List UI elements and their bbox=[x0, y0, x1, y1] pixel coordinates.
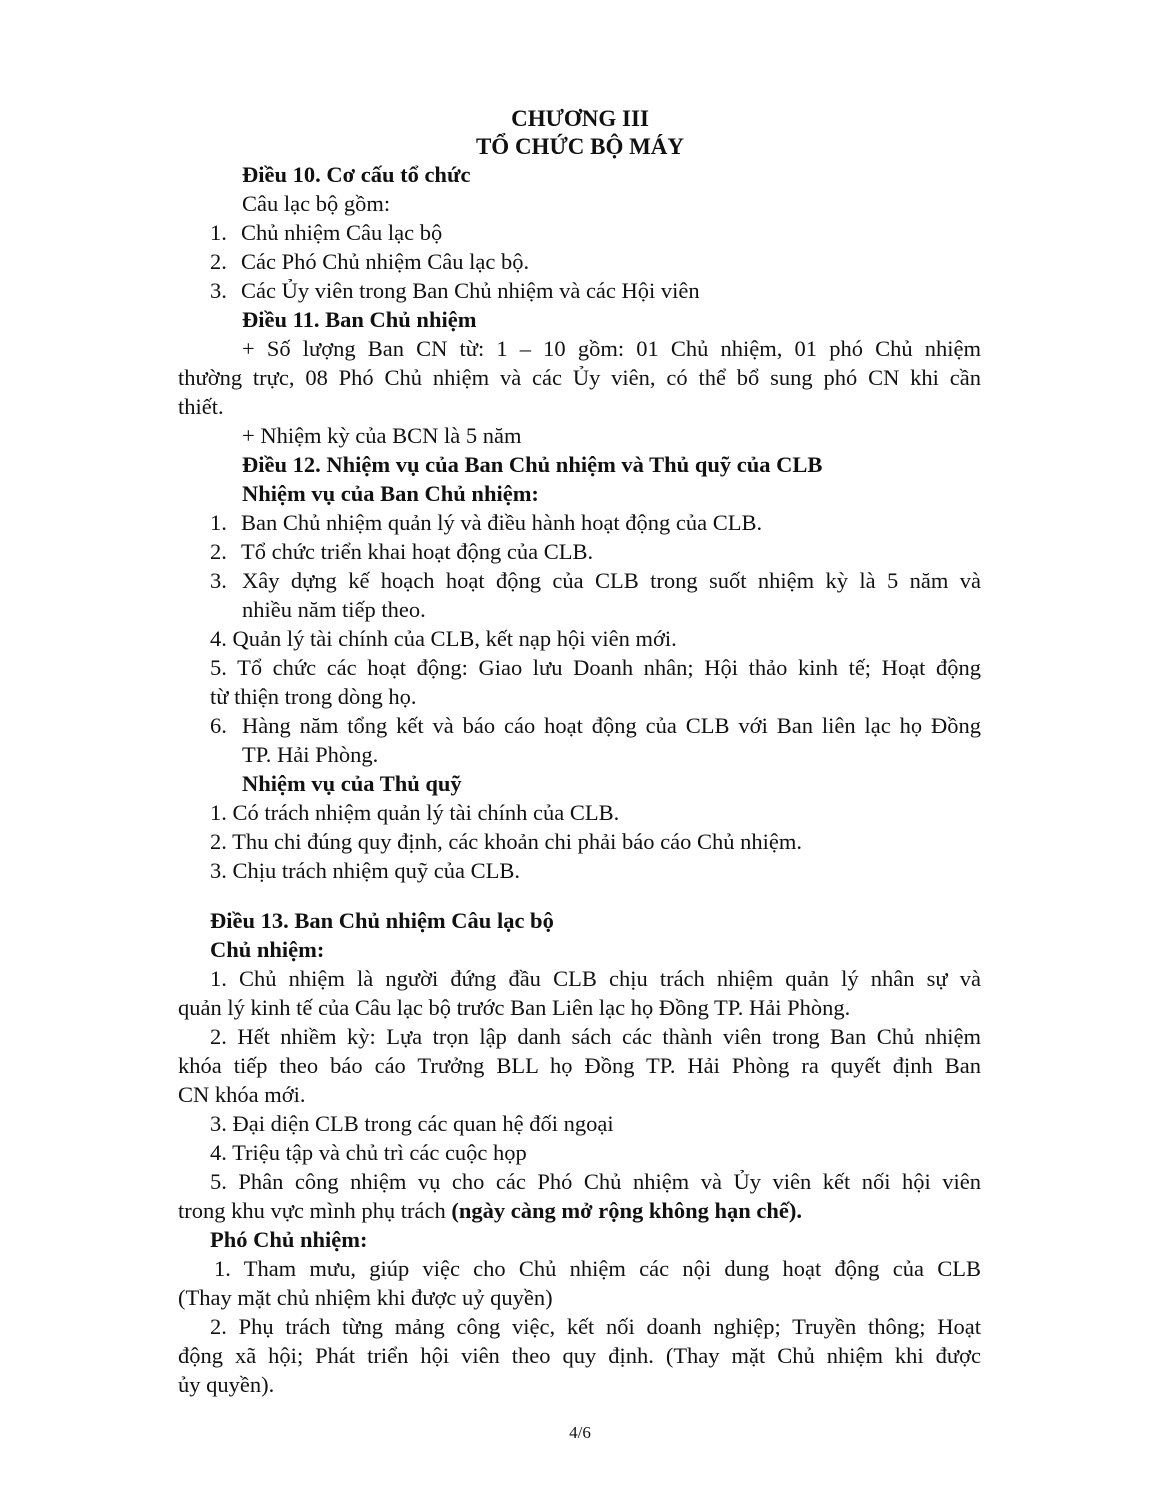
list-item: 1. Có trách nhiệm quản lý tài chính của CLB. bbox=[210, 800, 620, 825]
paragraph-line: 1. Tham mưu, giúp việc cho Chủ nhiệm các nội dung hoạt động của CLB bbox=[214, 1256, 981, 1281]
paragraph-line: 5. Phân công nhiệm vụ cho các Phó Chủ nhiệm và Ủy viên kết nối hội viên bbox=[210, 1169, 981, 1194]
paragraph-line: 4. Triệu tập và chủ trì các cuộc họp bbox=[210, 1140, 527, 1165]
paragraph-line: CN khóa mới. bbox=[178, 1082, 306, 1107]
list-item-line: Hàng năm tổng kết và báo cáo hoạt động của CLB với Ban liên lạc họ Đồng bbox=[242, 713, 981, 738]
paragraph-line: quản lý kinh tế của Câu lạc bộ trước Ban Liên lạc họ Đồng TP. Hải Phòng. bbox=[178, 995, 851, 1020]
list-item: 5. Tổ chức các hoạt động: Giao lưu Doanh nhân; Hội thảo kinh tế; Hoạt động bbox=[210, 655, 982, 680]
list-item-line: Xây dựng kế hoạch hoạt động của CLB trong suốt nhiệm kỳ là 5 năm và bbox=[242, 568, 981, 593]
chapter-number: CHƯƠNG III bbox=[511, 106, 649, 131]
list-item: 3. Các Ủy viên trong Ban Chủ nhiệm và các Hội viên bbox=[210, 278, 700, 303]
list-item: 3. Chịu trách nhiệm quỹ của CLB. bbox=[210, 858, 520, 883]
list-item-number: 3. bbox=[210, 568, 227, 593]
list-item-line: TP. Hải Phòng. bbox=[242, 742, 379, 767]
list-item: 4. Quản lý tài chính của CLB, kết nạp hội viên mới. bbox=[210, 626, 677, 651]
list-item: 1. Ban Chủ nhiệm quản lý và điều hành hoạt động của CLB. bbox=[210, 510, 763, 535]
list-item: 2. Các Phó Chủ nhiệm Câu lạc bộ. bbox=[210, 249, 530, 274]
article-11-title: Điều 11. Ban Chủ nhiệm bbox=[242, 307, 477, 332]
board-duties-heading: Nhiệm vụ của Ban Chủ nhiệm: bbox=[242, 481, 539, 506]
list-item-line: từ thiện trong dòng họ. bbox=[210, 684, 417, 709]
treasurer-duties-heading: Nhiệm vụ của Thủ quỹ bbox=[242, 771, 462, 796]
paragraph-line: 3. Đại diện CLB trong các quan hệ đối ngoại bbox=[210, 1111, 614, 1136]
paragraph-line: động xã hội; Phát triển hội viên theo quy định. (Thay mặt Chủ nhiệm khi được bbox=[178, 1343, 981, 1368]
paragraph-line: thiết. bbox=[178, 394, 224, 419]
article-10-title: Điều 10. Cơ cấu tổ chức bbox=[242, 162, 471, 187]
article-10-intro: Câu lạc bộ gồm: bbox=[242, 191, 391, 216]
page-number: 4/6 bbox=[569, 1423, 591, 1442]
chapter-title: TỔ CHỨC BỘ MÁY bbox=[475, 134, 685, 159]
chair-heading: Chủ nhiệm: bbox=[210, 937, 325, 962]
paragraph-line: ủy quyền). bbox=[178, 1372, 275, 1397]
paragraph-line: trong khu vực mình phụ trách (ngày càng mở rộng không hạn chế). bbox=[178, 1198, 803, 1223]
paragraph-line: 2. Phụ trách từng mảng công việc, kết nối doanh nghiệp; Truyền thông; Hoạt bbox=[210, 1314, 981, 1339]
paragraph-line: (Thay mặt chủ nhiệm khi được uỷ quyền) bbox=[178, 1285, 553, 1310]
paragraph-line: + Số lượng Ban CN từ: 1 – 10 gồm: 01 Chủ nhiệm, 01 phó Chủ nhiệm bbox=[242, 336, 981, 361]
list-item: 1. Chủ nhiệm Câu lạc bộ bbox=[210, 220, 443, 245]
paragraph-line: khóa tiếp theo báo cáo Trưởng BLL họ Đồng TP. Hải Phòng ra quyết định Ban bbox=[178, 1053, 981, 1078]
article-13-title: Điều 13. Ban Chủ nhiệm Câu lạc bộ bbox=[210, 908, 554, 933]
paragraph-line: 1. Chủ nhiệm là người đứng đầu CLB chịu trách nhiệm quản lý nhân sự và bbox=[210, 966, 981, 991]
list-item-number: 6. bbox=[210, 713, 227, 738]
list-item-line: nhiều năm tiếp theo. bbox=[242, 597, 426, 622]
vice-chair-heading: Phó Chủ nhiệm: bbox=[210, 1227, 368, 1252]
article-12-title: Điều 12. Nhiệm vụ của Ban Chủ nhiệm và Thủ quỹ của CLB bbox=[242, 452, 823, 477]
list-item: 2. Thu chi đúng quy định, các khoản chi phải báo cáo Chủ nhiệm. bbox=[210, 829, 802, 854]
paragraph-line: thường trực, 08 Phó Chủ nhiệm và các Ủy viên, có thể bổ sung phó CN khi cần bbox=[178, 365, 981, 390]
paragraph-line: 2. Hết nhiềm kỳ: Lựa trọn lập danh sách các thành viên trong Ban Chủ nhiệm bbox=[210, 1024, 981, 1049]
term-line: + Nhiệm kỳ của BCN là 5 năm bbox=[242, 423, 522, 448]
emphasis-text: (ngày càng mở rộng không hạn chế). bbox=[451, 1198, 803, 1223]
list-item: 2. Tổ chức triển khai hoạt động của CLB. bbox=[210, 539, 594, 564]
